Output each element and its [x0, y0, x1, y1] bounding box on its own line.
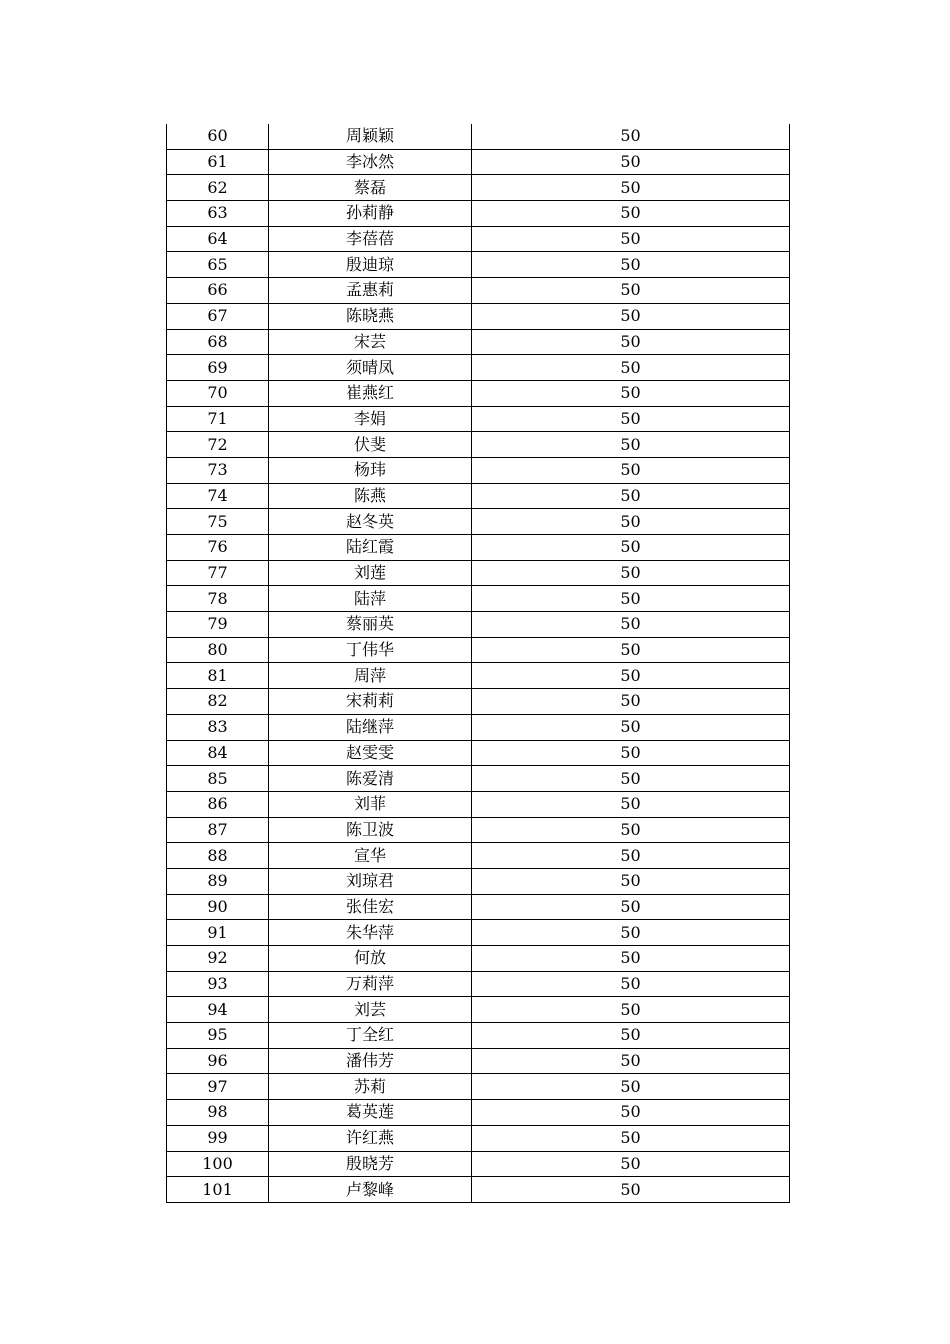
table-row — [167, 843, 790, 869]
person-name-cell: 葛英莲 — [269, 1100, 472, 1126]
row-number-cell: 63 — [167, 201, 269, 227]
roster-table-body — [167, 124, 790, 1202]
score-cell: 50 — [472, 303, 790, 329]
table-row — [167, 1151, 790, 1177]
row-number-cell: 96 — [167, 1048, 269, 1074]
score-cell: 50 — [472, 1074, 790, 1100]
person-name-cell: 陈燕 — [269, 483, 472, 509]
score-cell: 50 — [472, 124, 790, 149]
person-name-cell: 刘菲 — [269, 791, 472, 817]
row-number-cell: 72 — [167, 432, 269, 458]
table-row — [167, 689, 790, 715]
table-row — [167, 766, 790, 792]
table-row — [167, 868, 790, 894]
row-number-cell: 70 — [167, 380, 269, 406]
score-cell: 50 — [472, 329, 790, 355]
row-number-cell: 74 — [167, 483, 269, 509]
score-cell: 50 — [472, 252, 790, 278]
person-name-cell: 刘莲 — [269, 560, 472, 586]
person-name-cell: 许红燕 — [269, 1125, 472, 1151]
score-cell: 50 — [472, 1100, 790, 1126]
score-cell: 50 — [472, 1177, 790, 1203]
person-name-cell: 宋芸 — [269, 329, 472, 355]
row-number-cell: 76 — [167, 535, 269, 561]
table-row — [167, 637, 790, 663]
table-row — [167, 483, 790, 509]
row-number-cell: 85 — [167, 766, 269, 792]
table-row — [167, 1100, 790, 1126]
score-cell: 50 — [472, 457, 790, 483]
score-cell: 50 — [472, 637, 790, 663]
score-cell: 50 — [472, 612, 790, 638]
row-number-cell: 60 — [167, 124, 269, 149]
score-cell: 50 — [472, 817, 790, 843]
score-cell: 50 — [472, 201, 790, 227]
roster-table — [166, 124, 790, 1203]
table-row — [167, 817, 790, 843]
score-cell: 50 — [472, 175, 790, 201]
row-number-cell: 79 — [167, 612, 269, 638]
score-cell: 50 — [472, 971, 790, 997]
score-cell: 50 — [472, 740, 790, 766]
score-cell: 50 — [472, 509, 790, 535]
person-name-cell: 朱华萍 — [269, 920, 472, 946]
table-row — [167, 432, 790, 458]
score-cell: 50 — [472, 586, 790, 612]
score-cell: 50 — [472, 483, 790, 509]
row-number-cell: 92 — [167, 946, 269, 972]
table-row — [167, 226, 790, 252]
person-name-cell: 陈卫波 — [269, 817, 472, 843]
score-cell: 50 — [472, 149, 790, 175]
row-number-cell: 82 — [167, 689, 269, 715]
score-cell: 50 — [472, 406, 790, 432]
score-cell: 50 — [472, 946, 790, 972]
table-row — [167, 971, 790, 997]
row-number-cell: 86 — [167, 791, 269, 817]
person-name-cell: 陈晓燕 — [269, 303, 472, 329]
row-number-cell: 93 — [167, 971, 269, 997]
table-row — [167, 149, 790, 175]
row-number-cell: 97 — [167, 1074, 269, 1100]
person-name-cell: 陈爱清 — [269, 766, 472, 792]
person-name-cell: 潘伟芳 — [269, 1048, 472, 1074]
table-row — [167, 1023, 790, 1049]
row-number-cell: 80 — [167, 637, 269, 663]
score-cell: 50 — [472, 1125, 790, 1151]
table-row — [167, 303, 790, 329]
person-name-cell: 须晴凤 — [269, 355, 472, 381]
table-row — [167, 586, 790, 612]
row-number-cell: 78 — [167, 586, 269, 612]
roster-table-container — [166, 124, 789, 1203]
row-number-cell: 71 — [167, 406, 269, 432]
table-row — [167, 894, 790, 920]
person-name-cell: 殷晓芳 — [269, 1151, 472, 1177]
row-number-cell: 68 — [167, 329, 269, 355]
score-cell: 50 — [472, 1048, 790, 1074]
row-number-cell: 90 — [167, 894, 269, 920]
row-number-cell: 98 — [167, 1100, 269, 1126]
person-name-cell: 周萍 — [269, 663, 472, 689]
table-row — [167, 791, 790, 817]
row-number-cell: 81 — [167, 663, 269, 689]
person-name-cell: 宣华 — [269, 843, 472, 869]
row-number-cell: 84 — [167, 740, 269, 766]
person-name-cell: 卢黎峰 — [269, 1177, 472, 1203]
table-row — [167, 380, 790, 406]
table-row — [167, 560, 790, 586]
table-row — [167, 946, 790, 972]
table-row — [167, 278, 790, 304]
person-name-cell: 刘芸 — [269, 997, 472, 1023]
table-row — [167, 124, 790, 149]
person-name-cell: 陆萍 — [269, 586, 472, 612]
score-cell: 50 — [472, 868, 790, 894]
score-cell: 50 — [472, 791, 790, 817]
row-number-cell: 65 — [167, 252, 269, 278]
row-number-cell: 101 — [167, 1177, 269, 1203]
table-row — [167, 252, 790, 278]
person-name-cell: 杨玮 — [269, 457, 472, 483]
person-name-cell: 崔燕红 — [269, 380, 472, 406]
score-cell: 50 — [472, 894, 790, 920]
person-name-cell: 何放 — [269, 946, 472, 972]
person-name-cell: 伏斐 — [269, 432, 472, 458]
score-cell: 50 — [472, 766, 790, 792]
person-name-cell: 周颖颖 — [269, 124, 472, 149]
row-number-cell: 64 — [167, 226, 269, 252]
score-cell: 50 — [472, 714, 790, 740]
row-number-cell: 67 — [167, 303, 269, 329]
person-name-cell: 殷迪琼 — [269, 252, 472, 278]
person-name-cell: 陆继萍 — [269, 714, 472, 740]
row-number-cell: 69 — [167, 355, 269, 381]
score-cell: 50 — [472, 1151, 790, 1177]
person-name-cell: 孟惠莉 — [269, 278, 472, 304]
table-row — [167, 201, 790, 227]
table-row — [167, 175, 790, 201]
row-number-cell: 95 — [167, 1023, 269, 1049]
row-number-cell: 77 — [167, 560, 269, 586]
score-cell: 50 — [472, 560, 790, 586]
person-name-cell: 陆红霞 — [269, 535, 472, 561]
score-cell: 50 — [472, 380, 790, 406]
row-number-cell: 87 — [167, 817, 269, 843]
person-name-cell: 苏莉 — [269, 1074, 472, 1100]
row-number-cell: 83 — [167, 714, 269, 740]
row-number-cell: 88 — [167, 843, 269, 869]
row-number-cell: 99 — [167, 1125, 269, 1151]
row-number-cell: 66 — [167, 278, 269, 304]
row-number-cell: 73 — [167, 457, 269, 483]
table-row — [167, 663, 790, 689]
table-row — [167, 1125, 790, 1151]
person-name-cell: 李蓓蓓 — [269, 226, 472, 252]
table-row — [167, 457, 790, 483]
person-name-cell: 刘琼君 — [269, 868, 472, 894]
score-cell: 50 — [472, 226, 790, 252]
table-row — [167, 997, 790, 1023]
person-name-cell: 宋莉莉 — [269, 689, 472, 715]
person-name-cell: 赵冬英 — [269, 509, 472, 535]
person-name-cell: 蔡丽英 — [269, 612, 472, 638]
row-number-cell: 91 — [167, 920, 269, 946]
person-name-cell: 蔡磊 — [269, 175, 472, 201]
score-cell: 50 — [472, 355, 790, 381]
row-number-cell: 94 — [167, 997, 269, 1023]
row-number-cell: 62 — [167, 175, 269, 201]
person-name-cell: 李冰然 — [269, 149, 472, 175]
score-cell: 50 — [472, 535, 790, 561]
table-row — [167, 740, 790, 766]
table-row — [167, 920, 790, 946]
row-number-cell: 89 — [167, 868, 269, 894]
person-name-cell: 孙莉静 — [269, 201, 472, 227]
table-row — [167, 406, 790, 432]
score-cell: 50 — [472, 997, 790, 1023]
table-row — [167, 1048, 790, 1074]
table-row — [167, 714, 790, 740]
score-cell: 50 — [472, 1023, 790, 1049]
score-cell: 50 — [472, 689, 790, 715]
table-row — [167, 355, 790, 381]
person-name-cell: 万莉萍 — [269, 971, 472, 997]
table-row — [167, 1074, 790, 1100]
table-row — [167, 1177, 790, 1203]
table-row — [167, 612, 790, 638]
table-row — [167, 509, 790, 535]
person-name-cell: 丁伟华 — [269, 637, 472, 663]
row-number-cell: 100 — [167, 1151, 269, 1177]
person-name-cell: 丁全红 — [269, 1023, 472, 1049]
person-name-cell: 李娟 — [269, 406, 472, 432]
table-row — [167, 329, 790, 355]
score-cell: 50 — [472, 663, 790, 689]
score-cell: 50 — [472, 920, 790, 946]
row-number-cell: 61 — [167, 149, 269, 175]
score-cell: 50 — [472, 432, 790, 458]
person-name-cell: 赵雯雯 — [269, 740, 472, 766]
score-cell: 50 — [472, 278, 790, 304]
score-cell: 50 — [472, 843, 790, 869]
person-name-cell: 张佳宏 — [269, 894, 472, 920]
row-number-cell: 75 — [167, 509, 269, 535]
table-row — [167, 535, 790, 561]
